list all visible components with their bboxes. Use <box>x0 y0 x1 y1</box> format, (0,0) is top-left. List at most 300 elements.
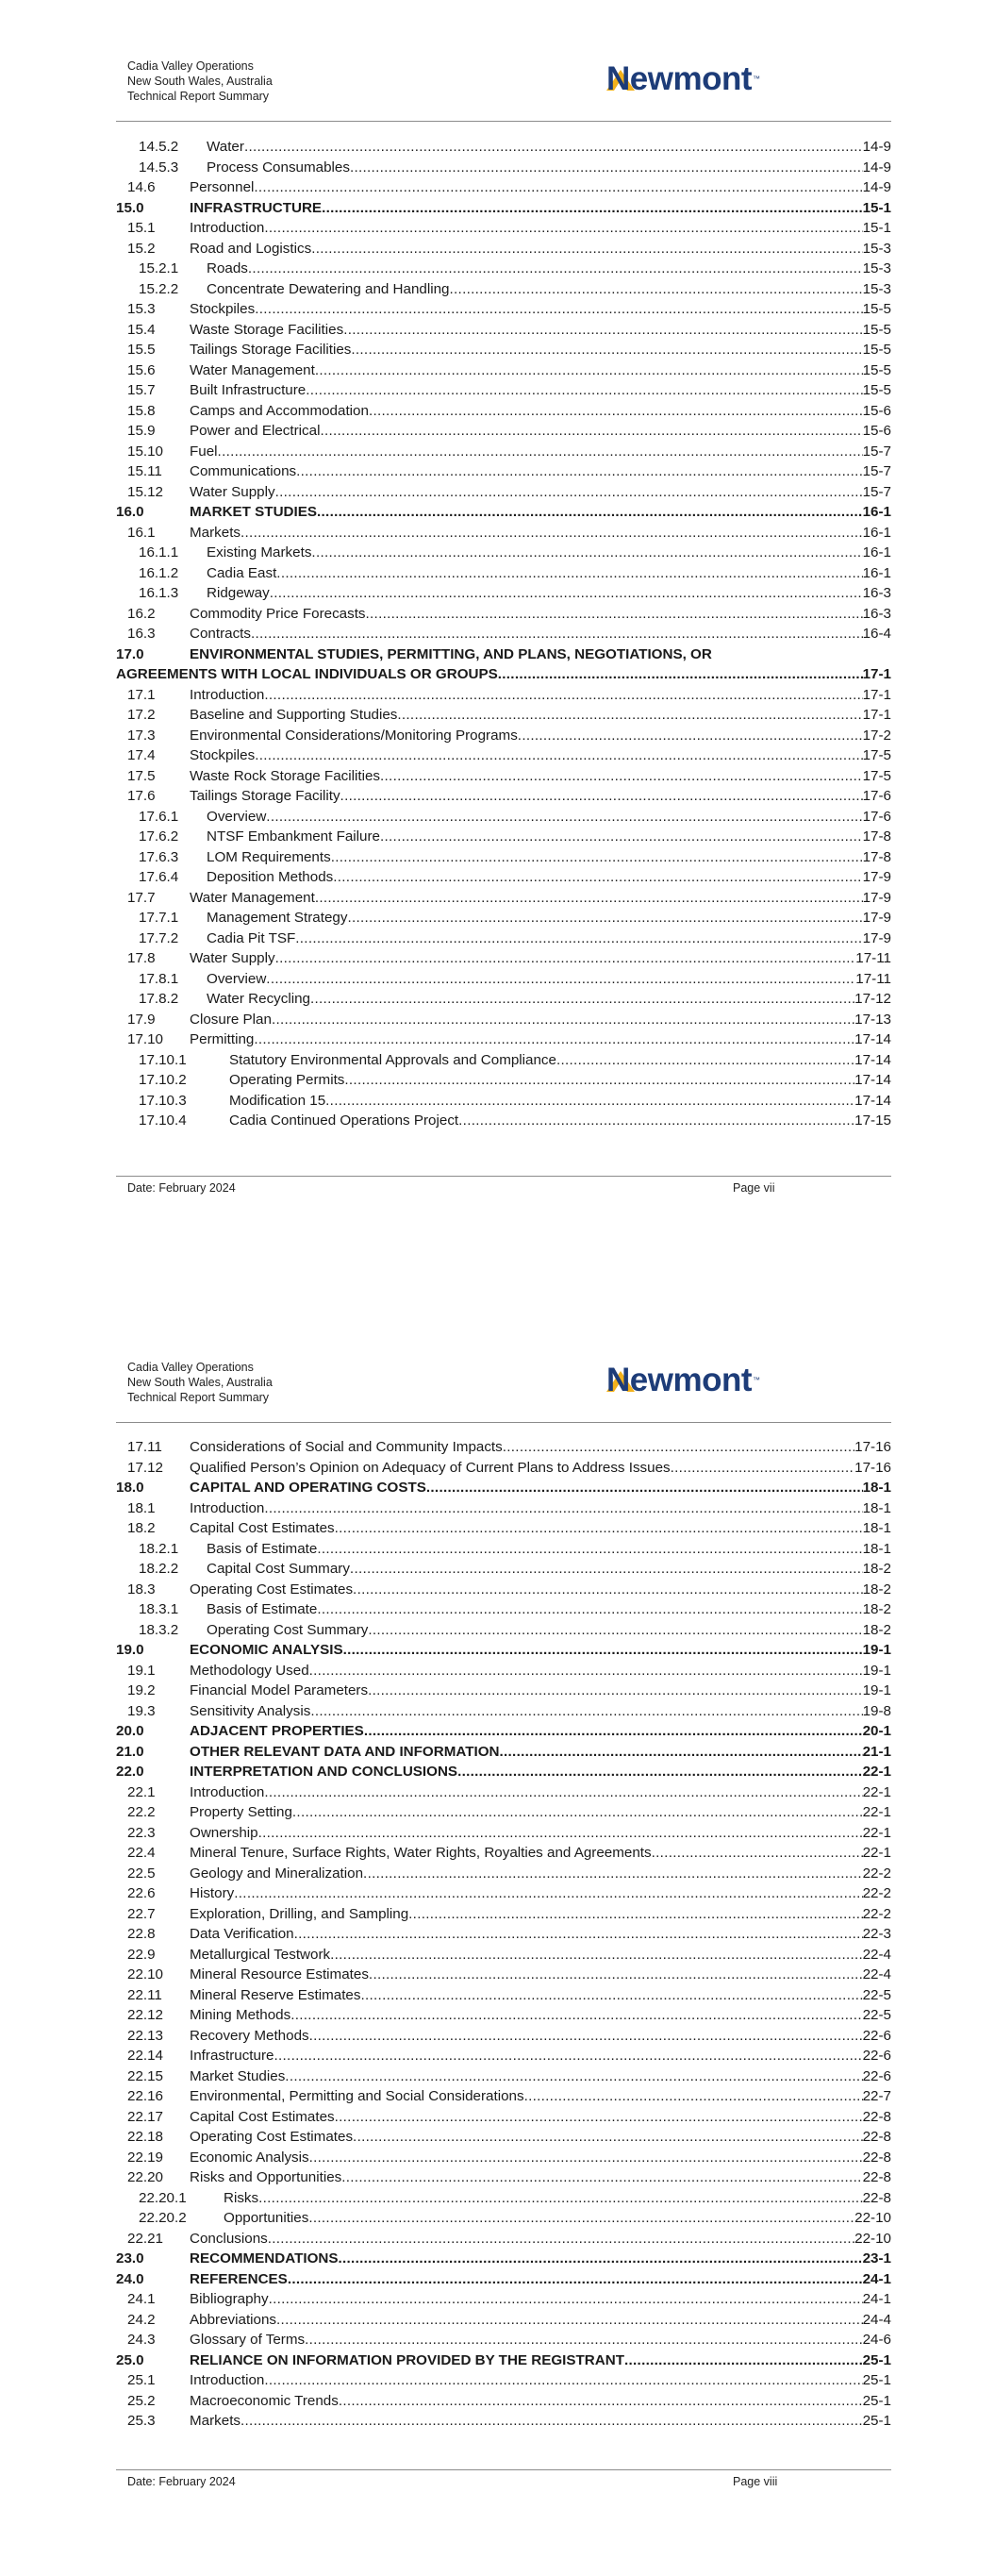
toc-entry-page: 17-8 <box>862 848 891 865</box>
toc-entry[interactable] <box>116 867 891 888</box>
toc-entry-page: 18-1 <box>862 1520 891 1536</box>
toc-dot-leader <box>347 908 862 928</box>
toc-entry[interactable] <box>116 583 891 604</box>
toc-entry[interactable] <box>116 2350 891 2371</box>
toc-entry-page: 22-4 <box>862 1946 891 1963</box>
toc-entry[interactable] <box>116 1864 891 1884</box>
toc-entry-number: 15.4 <box>127 321 156 338</box>
toc-entry-page: 20-1 <box>862 1723 891 1739</box>
toc-entry[interactable] <box>116 502 891 523</box>
toc-entry-number: 17.7.1 <box>139 910 179 926</box>
toc-entry-title: Metallurgical Testwork <box>190 1946 331 1963</box>
toc-entry[interactable] <box>116 604 891 625</box>
toc-entry[interactable] <box>116 1701 891 1722</box>
toc-entry[interactable] <box>116 2370 891 2391</box>
toc-entry-title: Existing Markets <box>207 544 312 560</box>
toc-entry-number: 24.1 <box>127 2291 156 2307</box>
toc-entry-page: 22-8 <box>862 2129 891 2145</box>
toc-entry[interactable] <box>116 2107 891 2128</box>
toc-entry-page: 18-2 <box>862 1621 891 1638</box>
toc-dot-leader <box>503 1437 854 1458</box>
toc-dot-leader <box>234 1883 862 1904</box>
toc-entry-title: Water Management <box>190 889 315 906</box>
toc-entry-title: Overview <box>207 808 267 825</box>
toc-entry-title: Introduction <box>190 1783 265 1800</box>
toc-entry[interactable] <box>116 1802 891 1823</box>
toc-entry-title: Environmental Considerations/Monitoring Programs <box>190 727 518 744</box>
toc-entry[interactable] <box>116 461 891 482</box>
toc-dot-leader <box>344 1070 854 1091</box>
toc-entry-page: 25-1 <box>862 2413 891 2429</box>
toc-dot-leader <box>311 543 862 563</box>
toc-entry-page: 17-5 <box>862 767 891 784</box>
toc-entry-number: 15.7 <box>127 382 156 398</box>
toc-entry[interactable] <box>116 1782 891 1803</box>
toc-entry[interactable] <box>116 1580 891 1600</box>
header-line-1: Cadia Valley Operations <box>127 59 254 73</box>
toc-entry-page: 14-9 <box>862 139 891 155</box>
toc-entry[interactable] <box>116 2167 891 2188</box>
toc-entry[interactable] <box>116 1620 891 1641</box>
toc-entry-title: ENVIRONMENTAL STUDIES, PERMITTING, AND PLANS, NEGOTIATIONS, OR <box>190 645 712 662</box>
toc-entry[interactable] <box>116 2249 891 2269</box>
toc-entry[interactable] <box>116 1478 891 1498</box>
toc-entry[interactable] <box>116 1498 891 1519</box>
toc-entry-title: Mining Methods <box>190 2007 291 2023</box>
toc-entry-number: 15.3 <box>127 301 156 317</box>
toc-entry[interactable] <box>116 1843 891 1864</box>
toc-entry-page: 22-8 <box>862 2189 891 2206</box>
toc-entry-title: Mineral Tenure, Surface Rights, Water Rights, Royalties and Agreements <box>190 1845 652 1861</box>
toc-entry-page: 15-5 <box>862 361 891 378</box>
toc-dot-leader <box>458 1111 854 1131</box>
toc-entry-number: 14.5.3 <box>139 159 179 176</box>
toc-entry[interactable] <box>116 421 891 442</box>
toc-dot-leader <box>255 299 862 320</box>
toc-entry-title: Financial Model Parameters <box>190 1682 369 1698</box>
toc-dot-leader <box>351 340 862 360</box>
toc-entry[interactable] <box>116 198 891 219</box>
toc-entry-page: 17-6 <box>862 788 891 804</box>
toc-entry[interactable] <box>116 2148 891 2168</box>
toc-entry-number: 22.18 <box>127 2129 164 2145</box>
toc-entry-page: 15-7 <box>862 483 891 500</box>
toc-entry-page: 22-1 <box>862 1764 891 1780</box>
toc-dot-leader <box>408 1904 862 1925</box>
toc-entry-page: 22-2 <box>862 1885 891 1901</box>
toc-entry-page: 22-1 <box>862 1783 891 1800</box>
toc-entry-number: 22.5 <box>127 1865 156 1882</box>
toc-entry-page: 15-6 <box>862 423 891 439</box>
toc-entry-title: Water Management <box>190 361 315 378</box>
toc-entry-page: 22-8 <box>862 2108 891 2125</box>
toc-entry[interactable] <box>116 1111 891 1131</box>
toc-entry[interactable] <box>116 2208 891 2229</box>
toc-entry-title: Operating Cost Summary <box>207 1621 369 1638</box>
toc-dot-leader <box>524 2086 863 2107</box>
toc-entry[interactable] <box>116 847 891 868</box>
toc-entry[interactable] <box>116 1070 891 1091</box>
toc-entry-number: 24.3 <box>127 2332 156 2348</box>
document-page <box>0 1288 995 2576</box>
toc-entry-number: 15.10 <box>127 443 164 460</box>
toc-dot-leader <box>315 360 863 381</box>
toc-entry-number: 18.3 <box>127 1581 156 1597</box>
toc-entry-number: 25.1 <box>127 2372 156 2388</box>
toc-entry[interactable] <box>116 1965 891 1985</box>
toc-entry-page: 15-3 <box>862 260 891 276</box>
toc-entry[interactable] <box>116 1721 891 1742</box>
toc-entry[interactable] <box>116 360 891 381</box>
toc-dot-leader <box>335 1518 863 1539</box>
toc-entry[interactable] <box>116 888 891 909</box>
toc-entry-number: 21.0 <box>116 1743 144 1760</box>
toc-entry[interactable] <box>116 137 891 158</box>
page-header-text <box>127 59 273 104</box>
header-line-3: Technical Report Summary <box>127 90 270 103</box>
toc-entry-title: Roads <box>207 260 248 276</box>
toc-entry[interactable] <box>116 340 891 360</box>
toc-dot-leader <box>240 2411 863 2432</box>
toc-entry-title: Risks <box>224 2189 259 2206</box>
toc-entry[interactable] <box>116 2086 891 2107</box>
toc-entry[interactable] <box>116 2066 891 2087</box>
logo-trademark: ™ <box>753 75 760 83</box>
toc-entry[interactable] <box>116 644 891 665</box>
toc-entry[interactable] <box>116 543 891 563</box>
toc-entry-number: 16.1 <box>127 524 156 541</box>
footer-divider <box>116 2469 891 2470</box>
toc-entry-page: 17-6 <box>862 808 891 825</box>
toc-entry[interactable] <box>116 1599 891 1620</box>
footer-date: Date: February 2024 <box>127 1181 236 1195</box>
toc-entry-title: Mineral Reserve Estimates <box>190 1986 361 2003</box>
toc-entry-page: 22-5 <box>862 1986 891 2003</box>
logo-text: Newmont <box>606 1362 752 1398</box>
toc-entry[interactable] <box>116 2289 891 2310</box>
toc-entry[interactable] <box>116 1437 891 1458</box>
toc-entry-number: 22.0 <box>116 1764 144 1780</box>
toc-entry-number: 17.10.4 <box>139 1112 187 1129</box>
toc-entry[interactable] <box>116 685 891 706</box>
toc-dot-leader <box>308 2208 854 2229</box>
toc-entry-number: 22.10 <box>127 1966 164 1982</box>
toc-entry-number: 25.3 <box>127 2413 156 2429</box>
toc-entry[interactable] <box>116 259 891 279</box>
toc-entry-page: 17-1 <box>862 666 891 682</box>
toc-entry[interactable] <box>116 1091 891 1112</box>
toc-entry-number: 17.3 <box>127 727 156 744</box>
toc-entry-title: Infrastructure <box>190 2048 274 2064</box>
toc-entry-page: 24-1 <box>862 2291 891 2307</box>
toc-entry-title: RELIANCE ON INFORMATION PROVIDED BY THE REGISTRANT <box>190 2351 624 2368</box>
toc-entry-title: Personnel <box>190 179 255 195</box>
toc-dot-leader <box>275 482 863 503</box>
toc-entry[interactable] <box>116 908 891 928</box>
toc-entry-title: RECOMMENDATIONS <box>190 2250 339 2267</box>
toc-entry-page: 17-16 <box>854 1439 891 1455</box>
toc-entry[interactable] <box>116 1559 891 1580</box>
toc-entry-page: 22-8 <box>862 2149 891 2166</box>
toc-dot-leader <box>240 523 863 544</box>
toc-entry[interactable] <box>116 807 891 828</box>
toc-dot-leader <box>331 847 863 868</box>
toc-entry-page: 17-1 <box>862 707 891 723</box>
toc-entry[interactable] <box>116 1050 891 1071</box>
toc-dot-leader <box>335 2107 863 2128</box>
toc-entry-number: 18.3.1 <box>139 1601 179 1617</box>
toc-entry-title: OTHER RELEVANT DATA AND INFORMATION <box>190 1743 500 1760</box>
toc-dot-leader <box>268 2229 854 2250</box>
toc-entry-title: Management Strategy <box>207 910 348 926</box>
toc-entry-page: 21-1 <box>862 1743 891 1760</box>
toc-entry-number: 17.0 <box>116 645 144 662</box>
toc-entry-title: Capital Cost Estimates <box>190 1520 335 1536</box>
toc-dot-leader <box>317 1539 862 1560</box>
toc-entry[interactable] <box>116 1681 891 1701</box>
toc-dot-leader <box>518 726 863 746</box>
toc-dot-leader <box>315 888 863 909</box>
toc-entry-number: 17.5 <box>127 767 156 784</box>
toc-entry[interactable] <box>116 2330 891 2350</box>
toc-entry[interactable] <box>116 2310 891 2331</box>
toc-entry-number: 22.21 <box>127 2230 164 2247</box>
toc-dot-leader <box>380 827 863 847</box>
toc-entry[interactable] <box>116 218 891 239</box>
toc-entry[interactable] <box>116 1029 891 1050</box>
toc-entry-title: Operating Permits <box>229 1072 345 1088</box>
toc-entry-page: 18-2 <box>862 1561 891 1577</box>
toc-entry[interactable] <box>116 969 891 990</box>
toc-dot-leader <box>317 502 863 523</box>
toc-entry-title: Road and Logistics <box>190 240 312 257</box>
toc-entry-title: Basis of Estimate <box>207 1540 318 1557</box>
toc-dot-leader <box>360 1985 862 2006</box>
toc-entry-title: Bibliography <box>190 2291 269 2307</box>
toc-entry[interactable] <box>116 1823 891 1844</box>
toc-entry[interactable] <box>116 279 891 300</box>
toc-entry-title: NTSF Embankment Failure <box>207 828 380 845</box>
toc-entry-number: 17.8.1 <box>139 970 179 987</box>
toc-entry[interactable] <box>116 1883 891 1904</box>
toc-entry[interactable] <box>116 239 891 259</box>
toc-entry[interactable] <box>116 928 891 949</box>
toc-entry-title: ADJACENT PROPERTIES <box>190 1723 364 1739</box>
toc-entry-page: 17-14 <box>854 1092 891 1109</box>
toc-dot-leader <box>450 279 863 300</box>
toc-entry-number: 22.14 <box>127 2048 164 2064</box>
toc-entry-number: 22.17 <box>127 2108 164 2125</box>
toc-entry-page: 17-13 <box>854 1011 891 1028</box>
toc-entry[interactable] <box>116 624 891 644</box>
toc-entry-page: 22-6 <box>862 2067 891 2084</box>
toc-entry-number: 22.13 <box>127 2027 164 2044</box>
toc-dot-leader <box>288 2269 863 2290</box>
toc-entry[interactable] <box>116 1985 891 2006</box>
toc-dot-leader <box>333 867 862 888</box>
toc-entry-number: 17.8.2 <box>139 991 179 1007</box>
toc-dot-leader <box>369 1965 863 1985</box>
toc-entry-page: 17-11 <box>855 970 891 987</box>
toc-entry-page: 17-5 <box>862 747 891 763</box>
toc-entry-title: Markets <box>190 524 241 541</box>
toc-entry-page: 17-14 <box>854 1051 891 1068</box>
toc-entry-title: Process Consumables <box>207 159 350 176</box>
toc-dot-leader <box>397 705 862 726</box>
toc-dot-leader <box>285 2066 862 2087</box>
toc-entry-title: Power and Electrical <box>190 423 321 439</box>
toc-entry-page: 22-8 <box>862 2169 891 2185</box>
toc-entry-number: 17.10.3 <box>139 1092 187 1109</box>
toc-entry-page: 22-1 <box>862 1845 891 1861</box>
toc-entry[interactable] <box>116 158 891 178</box>
toc-entry-number: 15.8 <box>127 402 156 419</box>
toc-entry-page: 18-1 <box>862 1480 891 1496</box>
toc-entry[interactable] <box>116 989 891 1010</box>
toc-entry-page: 16-3 <box>862 605 891 622</box>
toc-entry-number: 17.7.2 <box>139 929 179 946</box>
toc-entry-title: Abbreviations <box>190 2311 277 2328</box>
toc-entry-number: 19.2 <box>127 1682 156 1698</box>
footer-date: Date: February 2024 <box>127 2475 236 2488</box>
toc-entry-number: 22.15 <box>127 2067 164 2084</box>
toc-entry-page: 22-5 <box>862 2007 891 2023</box>
toc-entry-number: 22.20 <box>127 2169 164 2185</box>
toc-entry[interactable] <box>116 563 891 584</box>
toc-entry[interactable] <box>116 380 891 401</box>
toc-entry-page: 17-15 <box>854 1112 891 1129</box>
toc-entry-title: Environmental, Permitting and Social Considerations <box>190 2088 524 2104</box>
toc-entry[interactable] <box>116 482 891 503</box>
toc-entry[interactable] <box>116 2026 891 2047</box>
toc-entry[interactable] <box>116 705 891 726</box>
toc-entry[interactable] <box>116 2005 891 2026</box>
toc-entry[interactable] <box>116 1945 891 1965</box>
toc-entry-number: 17.12 <box>127 1459 164 1476</box>
toc-entry[interactable] <box>116 1661 891 1681</box>
toc-entry-title: INTERPRETATION AND CONCLUSIONS <box>190 1764 458 1780</box>
toc-entry-page: 15-5 <box>862 321 891 338</box>
toc-entry-page: 19-1 <box>862 1642 891 1658</box>
toc-entry-title: Introduction <box>190 2372 265 2388</box>
toc-entry-number: 22.6 <box>127 1885 156 1901</box>
toc-entry[interactable] <box>116 827 891 847</box>
toc-entry-page: 15-5 <box>862 342 891 358</box>
toc-dot-leader <box>306 380 862 401</box>
toc-entry-number: 15.2.2 <box>139 280 179 297</box>
toc-dot-leader <box>248 259 863 279</box>
toc-entry-title: Baseline and Supporting Studies <box>190 707 398 723</box>
toc-entry[interactable] <box>116 948 891 969</box>
toc-entry[interactable] <box>116 2411 891 2432</box>
toc-entry-title: Considerations of Social and Community Impacts <box>190 1439 503 1455</box>
toc-entry-title: Deposition Methods <box>207 869 334 885</box>
toc-entry[interactable] <box>116 2188 891 2209</box>
toc-entry-number: 18.3.2 <box>139 1621 179 1638</box>
toc-entry[interactable] <box>116 766 891 787</box>
toc-entry-page: 24-1 <box>862 2270 891 2287</box>
toc-entry-number: 23.0 <box>116 2250 144 2267</box>
toc-entry[interactable] <box>116 442 891 462</box>
toc-entry[interactable] <box>116 2391 891 2412</box>
toc-entry-title: Property Setting <box>190 1804 292 1820</box>
toc-entry-page: 22-6 <box>862 2027 891 2044</box>
toc-entry[interactable] <box>116 745 891 766</box>
toc-entry[interactable] <box>116 1904 891 1925</box>
toc-entry-number: 16.3 <box>127 626 156 642</box>
toc-entry-page: 18-2 <box>862 1581 891 1597</box>
toc-entry-title: Overview <box>207 970 267 987</box>
toc-dot-leader <box>255 745 862 766</box>
toc-entry[interactable] <box>116 2046 891 2066</box>
toc-entry-title: Capital Cost Estimates <box>190 2108 335 2125</box>
newmont-logo <box>606 1363 760 1397</box>
toc-entry[interactable] <box>116 299 891 320</box>
toc-entry-title: MARKET STUDIES <box>190 504 318 520</box>
toc-entry[interactable] <box>116 2127 891 2148</box>
toc-entry-page: 22-4 <box>862 1966 891 1982</box>
toc-entry-page: 22-2 <box>862 1865 891 1882</box>
toc-entry-page: 25-1 <box>862 2392 891 2409</box>
toc-entry-number: 15.11 <box>127 463 162 479</box>
toc-entry[interactable] <box>116 786 891 807</box>
toc-entry[interactable] <box>116 1458 891 1479</box>
toc-entry-title: Fuel <box>190 443 218 460</box>
toc-entry[interactable] <box>116 1924 891 1945</box>
toc-entry-number: 19.1 <box>127 1662 156 1679</box>
toc-entry-number: 22.3 <box>127 1824 156 1841</box>
toc-entry[interactable] <box>116 1762 891 1782</box>
toc-entry-number: 15.6 <box>127 361 156 378</box>
toc-entry[interactable] <box>116 1010 891 1030</box>
toc-entry[interactable] <box>116 177 891 198</box>
toc-entry[interactable] <box>116 523 891 544</box>
toc-entry-number: 17.6 <box>127 788 156 804</box>
toc-entry-page: 17-8 <box>862 828 891 845</box>
toc-entry-page: 17-12 <box>854 991 891 1007</box>
toc-dot-leader <box>366 604 863 625</box>
toc-entry[interactable] <box>116 1742 891 1763</box>
toc-entry-page: 22-7 <box>862 2088 891 2104</box>
toc-entry-number: 22.19 <box>127 2149 164 2166</box>
toc-entry[interactable] <box>116 1518 891 1539</box>
toc-entry[interactable] <box>116 401 891 422</box>
logo-trademark: ™ <box>753 1376 760 1384</box>
toc-entry[interactable] <box>116 664 891 685</box>
toc-entry-number: 16.2 <box>127 605 156 622</box>
toc-dot-leader <box>274 2046 862 2066</box>
toc-entry-title: Markets <box>190 2413 241 2429</box>
toc-entry[interactable] <box>116 726 891 746</box>
toc-entry-title: Exploration, Drilling, and Sampling <box>190 1905 409 1922</box>
toc-entry-number: 22.12 <box>127 2007 164 2023</box>
toc-entry-title: Camps and Accommodation <box>190 402 369 419</box>
toc-entry-page: 24-4 <box>862 2311 891 2328</box>
toc-entry[interactable] <box>116 1539 891 1560</box>
toc-entry-page: 23-1 <box>862 2250 891 2267</box>
toc-entry-page: 19-1 <box>862 1662 891 1679</box>
toc-entry-title: Water <box>207 139 244 155</box>
toc-entry-number: 17.6.4 <box>139 869 179 885</box>
toc-dot-leader <box>320 421 862 442</box>
toc-entry[interactable] <box>116 2269 891 2290</box>
toc-entry[interactable] <box>116 2229 891 2250</box>
toc-entry-number: 17.6.1 <box>139 808 179 825</box>
toc-dot-leader <box>353 1580 863 1600</box>
toc-entry-page: 24-6 <box>862 2332 891 2348</box>
toc-entry[interactable] <box>116 1640 891 1661</box>
toc-entry[interactable] <box>116 320 891 341</box>
